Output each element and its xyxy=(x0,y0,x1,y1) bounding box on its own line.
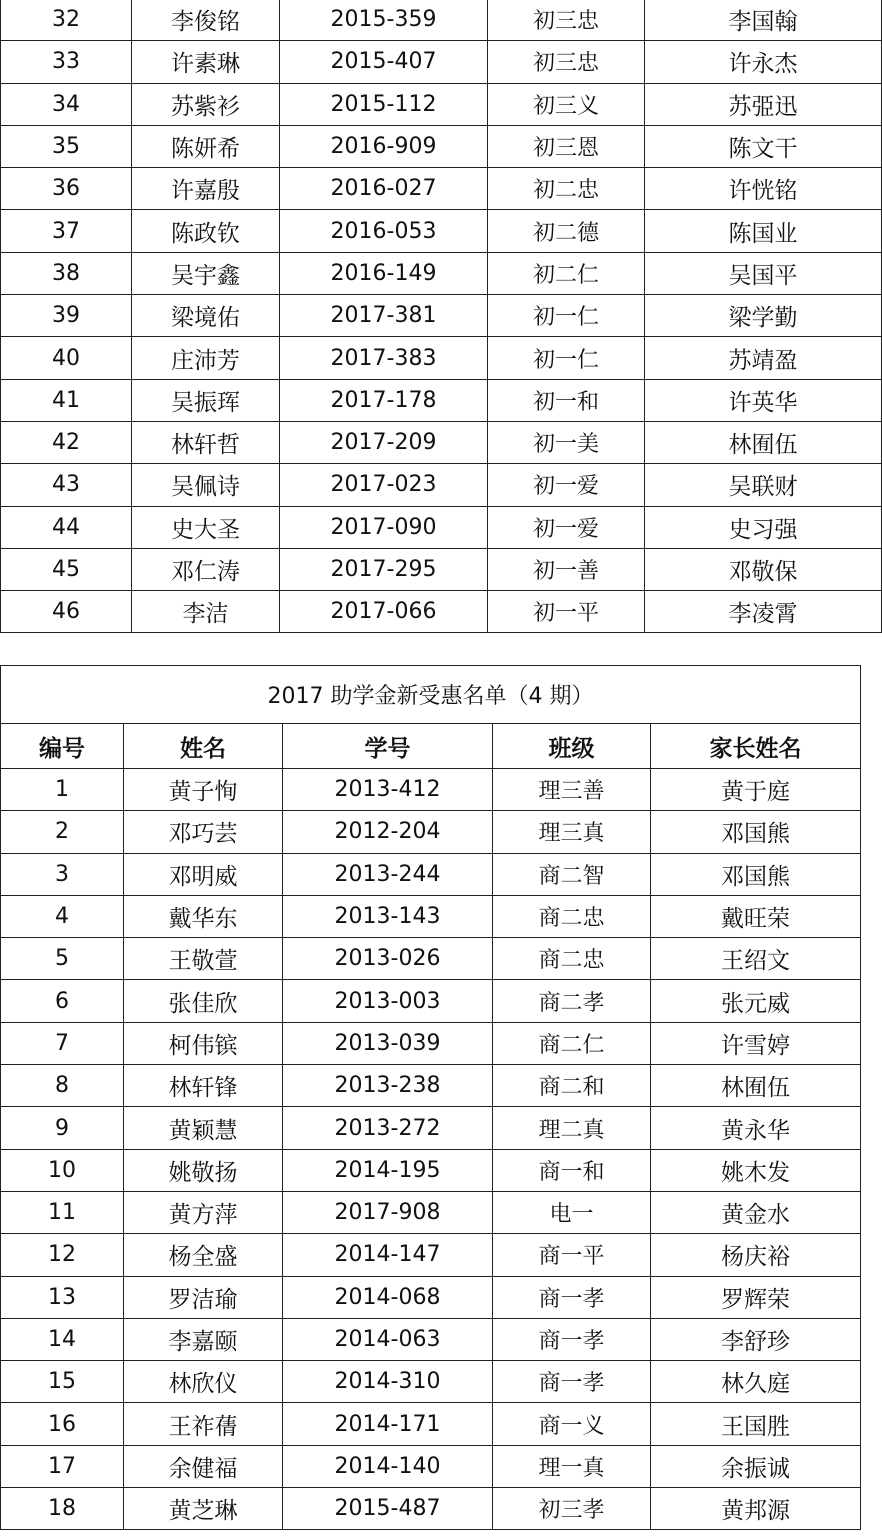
cell-number: 43 xyxy=(1,464,132,506)
cell-name: 吴振珲 xyxy=(132,379,280,421)
cell-parent-name: 史习强 xyxy=(645,506,882,548)
cell-parent-name: 陈文干 xyxy=(645,125,882,167)
cell-number: 45 xyxy=(1,548,132,590)
table-row xyxy=(1,853,861,895)
cell-student-id: 2017-908 xyxy=(283,1191,493,1233)
table-row xyxy=(1,980,861,1022)
cell-student-id: 2013-039 xyxy=(283,1022,493,1064)
cell-class: 商二智 xyxy=(493,853,651,895)
cell-student-id: 2015-112 xyxy=(280,83,488,125)
cell-student-id: 2015-487 xyxy=(283,1488,493,1530)
cell-student-id: 2017-178 xyxy=(280,379,488,421)
cell-name: 李洁 xyxy=(132,591,280,633)
table-row xyxy=(1,295,882,337)
cell-number: 35 xyxy=(1,125,132,167)
cell-class: 初三忠 xyxy=(488,41,645,83)
cell-number: 9 xyxy=(1,1107,124,1149)
table-row xyxy=(1,1488,861,1530)
cell-student-id: 2017-383 xyxy=(280,337,488,379)
cell-parent-name: 余振诚 xyxy=(651,1445,861,1487)
cell-class: 商一平 xyxy=(493,1234,651,1276)
cell-parent-name: 林久庭 xyxy=(651,1361,861,1403)
cell-number: 38 xyxy=(1,252,132,294)
cell-name: 黄颖慧 xyxy=(124,1107,283,1149)
cell-student-id: 2013-412 xyxy=(283,769,493,811)
cell-number: 33 xyxy=(1,41,132,83)
cell-number: 5 xyxy=(1,938,124,980)
table-row xyxy=(1,1445,861,1487)
cell-student-id: 2016-909 xyxy=(280,125,488,167)
cell-number: 39 xyxy=(1,295,132,337)
cell-parent-name: 吴联财 xyxy=(645,464,882,506)
table-row xyxy=(1,1065,861,1107)
cell-class: 初三恩 xyxy=(488,125,645,167)
table-row xyxy=(1,0,882,41)
cell-parent-name: 李国翰 xyxy=(645,0,882,41)
cell-class: 电一 xyxy=(493,1191,651,1233)
cell-student-id: 2017-023 xyxy=(280,464,488,506)
cell-student-id: 2014-171 xyxy=(283,1403,493,1445)
cell-name: 许素琳 xyxy=(132,41,280,83)
cell-name: 戴华东 xyxy=(124,895,283,937)
table-row xyxy=(1,464,882,506)
cell-parent-name: 邓国熊 xyxy=(651,853,861,895)
cell-name: 史大圣 xyxy=(132,506,280,548)
header-name: 姓名 xyxy=(124,724,283,769)
cell-number: 1 xyxy=(1,769,124,811)
cell-parent-name: 王国胜 xyxy=(651,1403,861,1445)
cell-class: 初三孝 xyxy=(493,1488,651,1530)
cell-student-id: 2017-090 xyxy=(280,506,488,548)
table-row xyxy=(1,506,882,548)
cell-student-id: 2013-272 xyxy=(283,1107,493,1149)
cell-number: 40 xyxy=(1,337,132,379)
cell-number: 11 xyxy=(1,1191,124,1233)
cell-class: 初三义 xyxy=(488,83,645,125)
table-row xyxy=(1,811,861,853)
cell-parent-name: 黄邦源 xyxy=(651,1488,861,1530)
cell-class: 理三善 xyxy=(493,769,651,811)
cell-student-id: 2017-381 xyxy=(280,295,488,337)
cell-number: 13 xyxy=(1,1276,124,1318)
cell-name: 邓巧芸 xyxy=(124,811,283,853)
cell-class: 初一善 xyxy=(488,548,645,590)
cell-name: 陈妍希 xyxy=(132,125,280,167)
cell-number: 42 xyxy=(1,421,132,463)
cell-class: 商二孝 xyxy=(493,980,651,1022)
table-title-row xyxy=(1,666,861,724)
cell-number: 34 xyxy=(1,83,132,125)
table-row xyxy=(1,1403,861,1445)
cell-parent-name: 黄于庭 xyxy=(651,769,861,811)
table-row xyxy=(1,125,882,167)
table-row xyxy=(1,1318,861,1360)
cell-name: 黄子恂 xyxy=(124,769,283,811)
cell-number: 10 xyxy=(1,1149,124,1191)
student-table-continued xyxy=(0,0,882,633)
table-row xyxy=(1,210,882,252)
cell-number: 44 xyxy=(1,506,132,548)
cell-parent-name: 林囿伍 xyxy=(645,421,882,463)
cell-name: 梁境佑 xyxy=(132,295,280,337)
cell-name: 黄方萍 xyxy=(124,1191,283,1233)
table-row xyxy=(1,252,882,294)
cell-name: 林欣仪 xyxy=(124,1361,283,1403)
cell-number: 12 xyxy=(1,1234,124,1276)
cell-number: 16 xyxy=(1,1403,124,1445)
cell-number: 3 xyxy=(1,853,124,895)
cell-name: 王祚蒨 xyxy=(124,1403,283,1445)
cell-student-id: 2013-244 xyxy=(283,853,493,895)
cell-name: 黄芝琳 xyxy=(124,1488,283,1530)
cell-class: 初二忠 xyxy=(488,168,645,210)
cell-parent-name: 吴国平 xyxy=(645,252,882,294)
table-row xyxy=(1,1361,861,1403)
cell-class: 初一爱 xyxy=(488,506,645,548)
cell-parent-name: 张元威 xyxy=(651,980,861,1022)
cell-class: 初一仁 xyxy=(488,295,645,337)
table-row xyxy=(1,1149,861,1191)
cell-number: 37 xyxy=(1,210,132,252)
student-table-body xyxy=(1,0,882,633)
cell-name: 杨全盛 xyxy=(124,1234,283,1276)
cell-name: 罗洁瑜 xyxy=(124,1276,283,1318)
cell-parent-name: 林囿伍 xyxy=(651,1065,861,1107)
cell-parent-name: 邓敬保 xyxy=(645,548,882,590)
cell-student-id: 2016-149 xyxy=(280,252,488,294)
cell-class: 初一平 xyxy=(488,591,645,633)
cell-number: 17 xyxy=(1,1445,124,1487)
cell-parent-name: 许雪婷 xyxy=(651,1022,861,1064)
cell-student-id: 2015-359 xyxy=(280,0,488,41)
table-row xyxy=(1,168,882,210)
cell-student-id: 2017-209 xyxy=(280,421,488,463)
cell-parent-name: 李舒珍 xyxy=(651,1318,861,1360)
header-parent-name: 家长姓名 xyxy=(651,724,861,769)
cell-parent-name: 杨庆裕 xyxy=(651,1234,861,1276)
cell-parent-name: 许永杰 xyxy=(645,41,882,83)
cell-student-id: 2013-143 xyxy=(283,895,493,937)
cell-parent-name: 许英华 xyxy=(645,379,882,421)
cell-class: 理三真 xyxy=(493,811,651,853)
table-row xyxy=(1,1107,861,1149)
cell-name: 林轩锋 xyxy=(124,1065,283,1107)
cell-parent-name: 陈国业 xyxy=(645,210,882,252)
table-row xyxy=(1,1234,861,1276)
cell-number: 8 xyxy=(1,1065,124,1107)
cell-parent-name: 黄金水 xyxy=(651,1191,861,1233)
cell-number: 4 xyxy=(1,895,124,937)
cell-name: 李俊铭 xyxy=(132,0,280,41)
table-row xyxy=(1,769,861,811)
cell-name: 柯伟镔 xyxy=(124,1022,283,1064)
cell-name: 余健福 xyxy=(124,1445,283,1487)
cell-name: 邓明威 xyxy=(124,853,283,895)
cell-parent-name: 戴旺荣 xyxy=(651,895,861,937)
cell-class: 商一孝 xyxy=(493,1318,651,1360)
cell-class: 初二德 xyxy=(488,210,645,252)
cell-parent-name: 邓国熊 xyxy=(651,811,861,853)
cell-class: 初一美 xyxy=(488,421,645,463)
recipients-table-body xyxy=(1,769,861,1530)
cell-name: 姚敬扬 xyxy=(124,1149,283,1191)
cell-name: 吴佩诗 xyxy=(132,464,280,506)
header-number: 编号 xyxy=(1,724,124,769)
table-row xyxy=(1,1191,861,1233)
new-recipients-table xyxy=(0,665,861,1530)
header-class: 班级 xyxy=(493,724,651,769)
cell-student-id: 2013-238 xyxy=(283,1065,493,1107)
cell-parent-name: 李凌霄 xyxy=(645,591,882,633)
table-row xyxy=(1,421,882,463)
cell-student-id: 2016-027 xyxy=(280,168,488,210)
cell-number: 46 xyxy=(1,591,132,633)
cell-number: 15 xyxy=(1,1361,124,1403)
table-row xyxy=(1,548,882,590)
cell-number: 36 xyxy=(1,168,132,210)
cell-class: 商一孝 xyxy=(493,1276,651,1318)
cell-parent-name: 许恍铭 xyxy=(645,168,882,210)
cell-number: 7 xyxy=(1,1022,124,1064)
table-row xyxy=(1,591,882,633)
cell-student-id: 2014-310 xyxy=(283,1361,493,1403)
cell-parent-name: 苏弫迅 xyxy=(645,83,882,125)
cell-parent-name: 罗辉荣 xyxy=(651,1276,861,1318)
table-row xyxy=(1,337,882,379)
cell-name: 苏紫衫 xyxy=(132,83,280,125)
table-row xyxy=(1,938,861,980)
cell-number: 32 xyxy=(1,0,132,41)
table-row xyxy=(1,1022,861,1064)
cell-class: 初三忠 xyxy=(488,0,645,41)
cell-name: 庄沛芳 xyxy=(132,337,280,379)
cell-student-id: 2014-147 xyxy=(283,1234,493,1276)
cell-class: 商二忠 xyxy=(493,895,651,937)
cell-number: 6 xyxy=(1,980,124,1022)
cell-class: 初一爱 xyxy=(488,464,645,506)
cell-name: 李嘉颐 xyxy=(124,1318,283,1360)
cell-class: 理二真 xyxy=(493,1107,651,1149)
cell-name: 陈政钦 xyxy=(132,210,280,252)
cell-parent-name: 王绍文 xyxy=(651,938,861,980)
cell-student-id: 2016-053 xyxy=(280,210,488,252)
cell-student-id: 2012-204 xyxy=(283,811,493,853)
cell-number: 2 xyxy=(1,811,124,853)
cell-student-id: 2014-140 xyxy=(283,1445,493,1487)
cell-class: 初一和 xyxy=(488,379,645,421)
cell-student-id: 2014-063 xyxy=(283,1318,493,1360)
cell-student-id: 2017-295 xyxy=(280,548,488,590)
table-row xyxy=(1,379,882,421)
cell-parent-name: 梁学勤 xyxy=(645,295,882,337)
table-row xyxy=(1,41,882,83)
cell-parent-name: 黄永华 xyxy=(651,1107,861,1149)
cell-class: 理一真 xyxy=(493,1445,651,1487)
cell-student-id: 2013-003 xyxy=(283,980,493,1022)
cell-class: 商一义 xyxy=(493,1403,651,1445)
cell-class: 商一和 xyxy=(493,1149,651,1191)
cell-parent-name: 姚木发 xyxy=(651,1149,861,1191)
cell-number: 18 xyxy=(1,1488,124,1530)
cell-number: 41 xyxy=(1,379,132,421)
cell-class: 初一仁 xyxy=(488,337,645,379)
cell-class: 商二仁 xyxy=(493,1022,651,1064)
cell-class: 商二和 xyxy=(493,1065,651,1107)
cell-name: 张佳欣 xyxy=(124,980,283,1022)
cell-student-id: 2015-407 xyxy=(280,41,488,83)
cell-name: 邓仁涛 xyxy=(132,548,280,590)
header-student-id: 学号 xyxy=(283,724,493,769)
table-row xyxy=(1,1276,861,1318)
table-header-row xyxy=(1,724,861,769)
cell-name: 吴宇鑫 xyxy=(132,252,280,294)
cell-parent-name: 苏靖盈 xyxy=(645,337,882,379)
table-title: 2017 助学金新受惠名单（4 期） xyxy=(1,666,861,724)
table-row xyxy=(1,895,861,937)
cell-student-id: 2014-195 xyxy=(283,1149,493,1191)
cell-name: 林轩哲 xyxy=(132,421,280,463)
cell-class: 商一孝 xyxy=(493,1361,651,1403)
cell-name: 王敬萱 xyxy=(124,938,283,980)
table-row xyxy=(1,83,882,125)
cell-student-id: 2013-026 xyxy=(283,938,493,980)
cell-student-id: 2017-066 xyxy=(280,591,488,633)
cell-class: 商二忠 xyxy=(493,938,651,980)
cell-class: 初二仁 xyxy=(488,252,645,294)
cell-student-id: 2014-068 xyxy=(283,1276,493,1318)
cell-name: 许嘉殷 xyxy=(132,168,280,210)
cell-number: 14 xyxy=(1,1318,124,1360)
